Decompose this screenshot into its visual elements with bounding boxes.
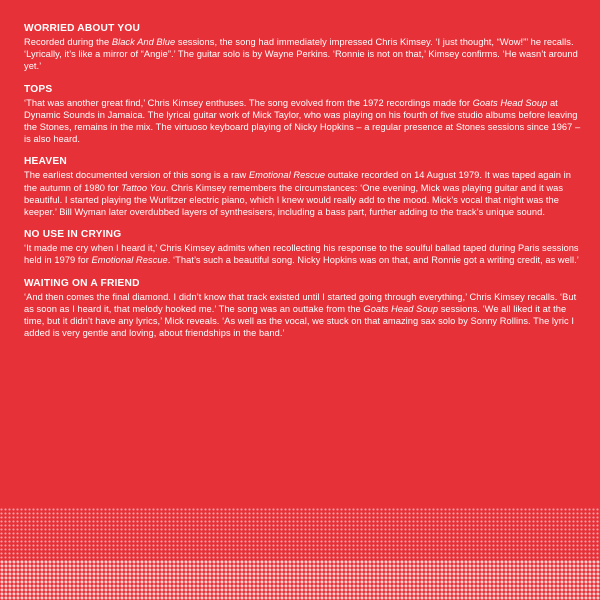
- section-worried-about-you: [24, 22, 582, 73]
- section-title: TOPS: [24, 83, 53, 95]
- section-waiting-on-a-friend: [24, 277, 582, 340]
- album-title: Black And Blue: [111, 37, 176, 47]
- section-heaven: [24, 155, 582, 218]
- body-text: ‘It made me cry when I heard it,’ Chris Kimsey admits when recollecting his response to the soulful ballad taped during Paris sessions held in 1979 for: [24, 243, 579, 266]
- album-title: Emotional Rescue: [91, 255, 168, 266]
- album-title: Goats Head Soup: [472, 97, 548, 108]
- section-no-use-in-crying: [24, 228, 582, 266]
- body-text: sessions. ‘We all liked it at the time, but it didn’t have any lyrics,’ Mick reveals. ‘As well as the vocal, we stuck on that amazing sax solo by Sonny Rollins. The lyric I added is very gentle and loving, about friendships in the band.’: [24, 303, 574, 339]
- body-text: ‘That was another great find,’ Chris Kimsey enthuses. The song evolved from the 1972 recordings made for: [24, 97, 473, 108]
- section-body: [24, 242, 582, 266]
- section-title: WORRIED ABOUT YOU: [24, 23, 141, 34]
- body-text: outtake recorded on 14 August 1979. It was taped again in the autumn of 1980 for: [24, 170, 571, 193]
- album-title: Goats Head Soup: [363, 303, 439, 314]
- body-text: at Dynamic Sounds in Jamaica. The lyrical guitar work of Mick Taylor, who was playing on his fourth of five studio albums before leaving the Stones, remains in the mix. The virtuoso keyboard playing of Nicky Hopkins – a regular presence at Stones sessions since 1967 – is also heard.: [24, 97, 581, 145]
- section-tops: [24, 83, 582, 146]
- section-title: NO USE IN CRYING: [24, 229, 122, 241]
- body-text: The earliest documented version of this song is a raw: [24, 170, 249, 181]
- album-title: Tattoo You: [121, 182, 166, 193]
- section-body: [24, 169, 582, 218]
- section-title: WAITING ON A FRIEND: [24, 277, 140, 289]
- body-text: ‘And then comes the final diamond. I didn’t know that track existed until I started going through everything,’ Chris Kimsey recalls. ‘But as soon as I heard it, that melody hooked me.’ The song was an outtake from the: [24, 291, 577, 314]
- section-body: [24, 36, 582, 73]
- section-body: [24, 291, 582, 340]
- section-body: [24, 97, 582, 146]
- body-text: . ‘That’s such a beautiful song. Nicky Hopkins was on that, and Ronnie got a writing credit, as well.’: [167, 255, 579, 266]
- section-title: HEAVEN: [24, 156, 67, 168]
- body-text: sessions, the song had immediately impressed Chris Kimsey. ‘I just thought, “Wow!”’ he recalls. ‘Lyrically, it’s like a mirror of “Angie”.’ The guitar solo is by Wayne Perkins. ‘Ronnie is not on that,’ Kimsey confirms. ‘He wasn’t around yet.’: [24, 37, 578, 72]
- liner-notes-content: [24, 22, 582, 349]
- body-text: Recorded during the: [24, 37, 112, 47]
- halftone-dot-pattern-dense: [0, 560, 600, 600]
- album-title: Emotional Rescue: [248, 170, 326, 181]
- body-text: . Chris Kimsey remembers the circumstances: ‘One evening, Mick was playing guitar and it was beautiful. I started playing the Wurlitzer electric piano, which I knew would really add to the mood. Mick’s vocal that night was the keeper.’ Bill Wyman later overdubbed layers of synthesisers, including a bass part, further adding to the track’s unique sound.: [24, 182, 564, 218]
